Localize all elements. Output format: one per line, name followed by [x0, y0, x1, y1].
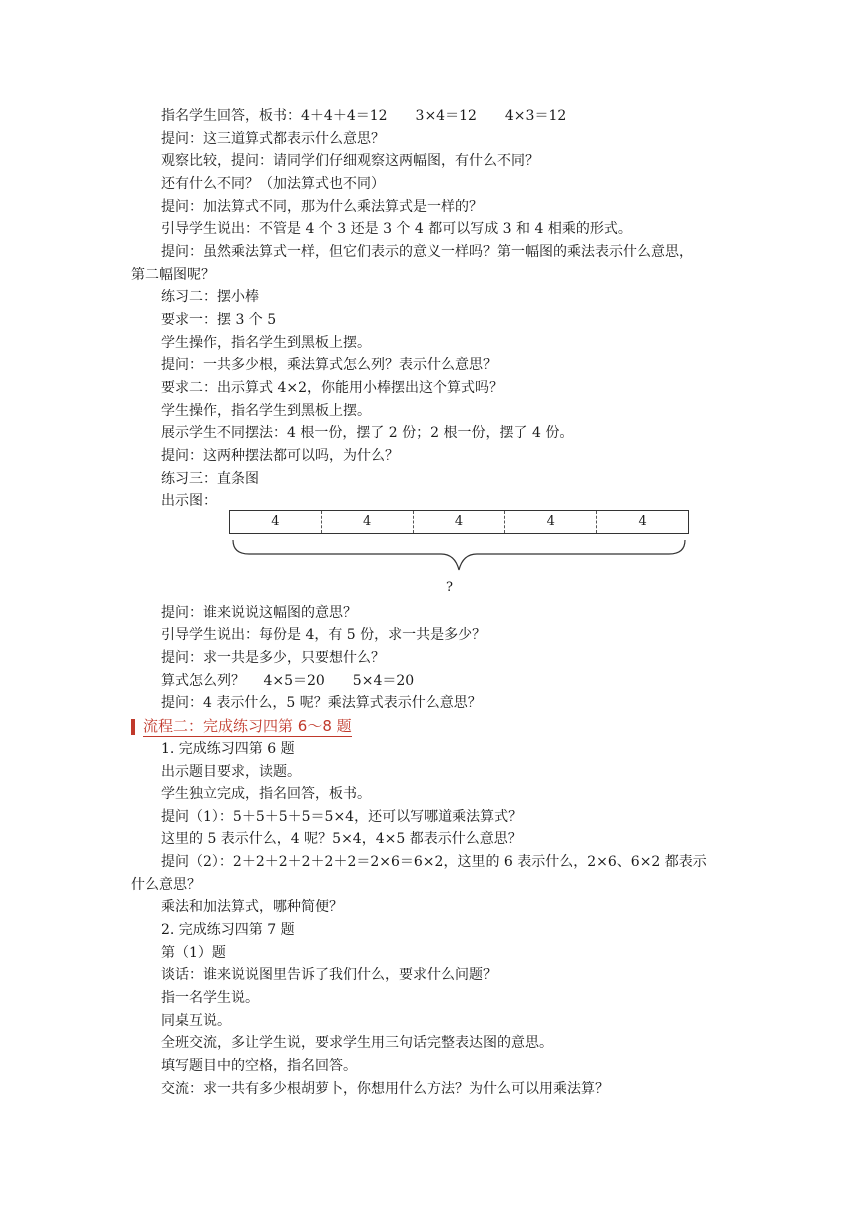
text-line: 要求二：出示算式 4×2，你能用小棒摆出这个算式吗？: [161, 380, 503, 396]
strip-diagram: [229, 510, 689, 534]
strip-segment: 4: [413, 511, 505, 533]
text-line: 出示题目要求，读题。: [161, 764, 301, 780]
strip-segment: 4: [321, 511, 413, 533]
text-line: 什么意思？: [131, 877, 201, 893]
text-line: 学生独立完成，指名回答，板书。: [161, 786, 371, 802]
text-line: 交流：求一共有多少根胡萝卜，你想用什么方法？为什么可以用乘法算？: [161, 1081, 609, 1097]
text-line: 引导学生说出：每份是 4，有 5 份，求一共是多少？: [161, 627, 487, 643]
brace-icon: [229, 536, 689, 576]
text-line: 出示图：: [161, 493, 217, 509]
text-line: 谈话：谁来说说图里告诉了我们什么，要求什么问题？: [161, 967, 497, 983]
text-line: 提问：这三道算式都表示什么意思？: [161, 131, 385, 147]
text-line: 观察比较，提问：请同学们仔细观察这两幅图，有什么不同？: [161, 153, 539, 169]
text-line: 填写题目中的空格，指名回答。: [161, 1058, 357, 1074]
text-line: 指名学生回答，板书：4＋4＋4＝12 3×4＝12 4×3＝12: [161, 108, 567, 124]
text-line: 全班交流，多让学生说，要求学生用三句话完整表达图的意思。: [161, 1035, 553, 1051]
section-marker: [131, 719, 135, 735]
text-line: 2. 完成练习四第 7 题: [161, 922, 295, 938]
text-line: 提问（1）：5＋5＋5＋5＝5×4，还可以写哪道乘法算式？: [161, 809, 523, 825]
strip-segment: 4: [271, 514, 280, 529]
text-line: 算式怎么列？ 4×5＝20 5×4＝20: [161, 673, 415, 689]
text-line: 1. 完成练习四第 6 题: [161, 741, 295, 757]
text-line: 引导学生说出：不管是 4 个 3 还是 3 个 4 都可以写成 3 和 4 相乘的形式。: [161, 221, 632, 237]
text-line: 第二幅图呢？: [131, 267, 215, 283]
text-line: 提问（2）：2＋2＋2＋2＋2＋2＝2×6＝6×2，这里的 6 表示什么，2×6、6×2 都表示: [161, 854, 707, 870]
text-line: 提问：谁来说说这幅图的意思？: [161, 605, 357, 621]
text-line: 提问：这两种摆法都可以吗，为什么？: [161, 448, 399, 464]
section-title: 流程二：完成练习四第 6～8 题: [143, 717, 352, 735]
text-line: 提问：求一共是多少，只要想什么？: [161, 650, 385, 666]
text-line: 学生操作，指名学生到黑板上摆。: [161, 403, 371, 419]
text-line: 提问：一共多少根，乘法算式怎么列？表示什么意思？: [161, 357, 497, 373]
text-line: 指一名学生说。: [161, 990, 259, 1006]
text-line: 第（1）题: [161, 945, 226, 961]
text-line: 练习二：摆小棒: [161, 289, 259, 305]
total-label: ?: [446, 580, 453, 595]
text-line: 要求一：摆 3 个 5: [161, 312, 277, 328]
section-heading: [131, 716, 352, 738]
text-line: 同桌互说。: [161, 1013, 231, 1029]
text-line: 练习三：直条图: [161, 471, 259, 487]
text-line: 这里的 5 表示什么，4 呢？5×4，4×5 都表示什么意思？: [161, 831, 522, 847]
text-line: 提问：加法算式不同，那为什么乘法算式是一样的？: [161, 199, 483, 215]
strip-segment: 4: [504, 511, 596, 533]
text-line: 提问：4 表示什么，5 呢？乘法算式表示什么意思？: [161, 695, 482, 711]
text-line: 乘法和加法算式，哪种简便？: [161, 899, 343, 915]
text-line: 展示学生不同摆法：4 根一份，摆了 2 份；2 根一份，摆了 4 份。: [161, 425, 574, 441]
text-line: 还有什么不同？（加法算式也不同）: [161, 176, 385, 192]
text-line: 提问：虽然乘法算式一样，但它们表示的意义一样吗？第一幅图的乘法表示什么意思，: [161, 244, 693, 260]
text-line: 学生操作，指名学生到黑板上摆。: [161, 335, 371, 351]
strip-segment: 4: [596, 511, 688, 533]
